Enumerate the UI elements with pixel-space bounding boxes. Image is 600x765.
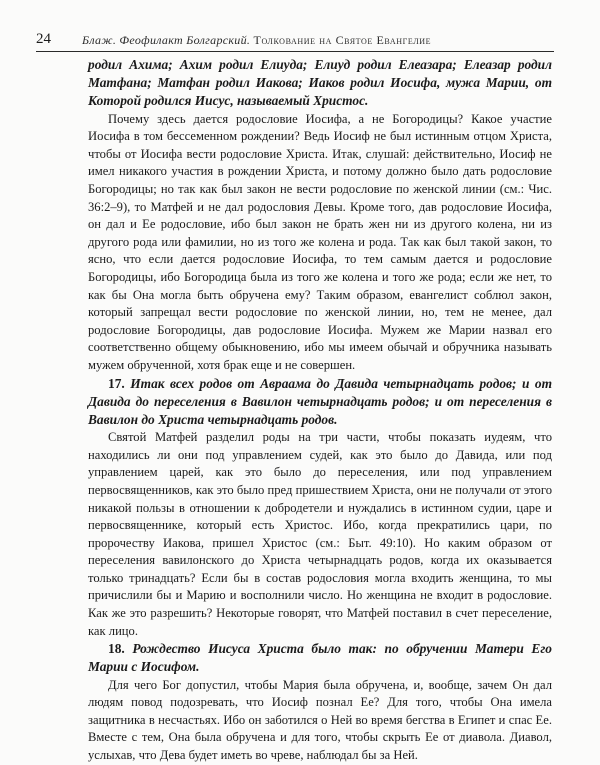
page-body <box>88 56 552 765</box>
verse-number: 17. <box>108 375 125 391</box>
verse-text: Итак всех родов от Авраама до Давида четырнадцать родов; и от Давида до переселения в Вавилон четырнадцать родов; и от переселения в Вавилон до Христа четырнадцать родов. <box>88 375 552 427</box>
commentary-paragraph: Для чего Бог допустил, чтобы Мария была обручена, и, вообще, зачем Он дал людям повод подозревать, что Иосиф познал Ее? Для того, чтобы Она имела защитника в несчастьях. Ибо он заботился о Ней во время бегства в Египет и спас Ее. Вместе с тем, Она была обручена и для того, чтобы скрыть Ее от диавола. Диавол, услыхав, что Дева будет иметь во чреве, наблюдал бы за Ней. <box>88 677 552 763</box>
running-head <box>82 33 431 48</box>
commentary-paragraph: Святой Матфей разделил роды на три части, чтобы показать иудеям, что находились ли они под управлением судей, как это было до Давида, или под управлением царей, как это было до переселения, или под управлением первосвященников, как это было пред пришествием Христа, они не получали от этого никакой пользы в отношении к добродетели и нуждались в истинном судии, царе и первосвященнике, который есть Христос. Ибо, когда прекратились цари, по пророчеству Иакова, пришел Христос (см.: Быт. 49:10). Но каким образом от переселения вавилонского до Христа четырнадцать родов, когда их оказывается только тринадцать? Если бы в состав родословия могла входить женщина, то мы причислили бы и Марию и восполнили число. Но женщина не входит в родословие. Как же это разрешить? Некоторые говорят, что Матфей поставил в счет переселение, как лицо. <box>88 430 552 638</box>
running-header <box>36 26 554 52</box>
verse-block <box>88 56 552 111</box>
commentary-paragraph: Почему здесь дается родословие Иосифа, а не Богородицы? Какое участие Иосифа в том бессеменном рождении? Ведь Иосиф не был истинным отцом Христа, чтобы от Иосифа вести родословие Христа. Итак, слушай: действительно, Иосиф не имел никакого участия в рождении Христа, и потому должно было дать родословие Богородицы; но так как был закон не вести родословие по женской линии (см.: Чис. 36:2–9), то Матфей и не дал родословия Девы. Кроме того, дав родословие Иосифа, он дал и Ее родословие, ибо был закон не брать жен ни из другого колена, ни из другого рода или фамилии, но из того же колена и рода. Так как был такой закон, то ясно, что если дается родословие Иосифа, то тем самым дается и родословие Богородицы, ибо Богородица была из того же колена и того же рода; если же нет, то как бы Она могла быть обручена ему? Таким образом, евангелист соблюл закон, который запрещал вести родословие по женской линии, но, тем не менее, дал родословие Богородицы, дав родословие Иосифа. Мужем же Марии назвал его соответственно общему обыкновению, ибо мы имеем обычай и обручника называть мужем обрученной, хотя брак еще и не совершен. <box>88 111 552 372</box>
book-title: Толкование на Святое Евангелие <box>253 33 432 47</box>
verse-block <box>88 640 552 676</box>
verse-text: родил Ахима; Ахим родил Елиуда; Елиуд родил Елеазара; Елеазар родил Матфана; Матфан родил Иакова; Иаков родил Иосифа, мужа Марии, от Которой родился Иисус, называемый Христос. <box>88 57 552 109</box>
verse-text: Рождество Иисуса Христа было так: по обручении Матери Его Марии с Иосифом. <box>88 641 552 675</box>
author-name: Блаж. Феофилакт Болгарский. <box>82 33 251 47</box>
verse-block <box>88 375 552 430</box>
page-number: 24 <box>36 31 51 47</box>
verse-number: 18. <box>108 641 125 657</box>
